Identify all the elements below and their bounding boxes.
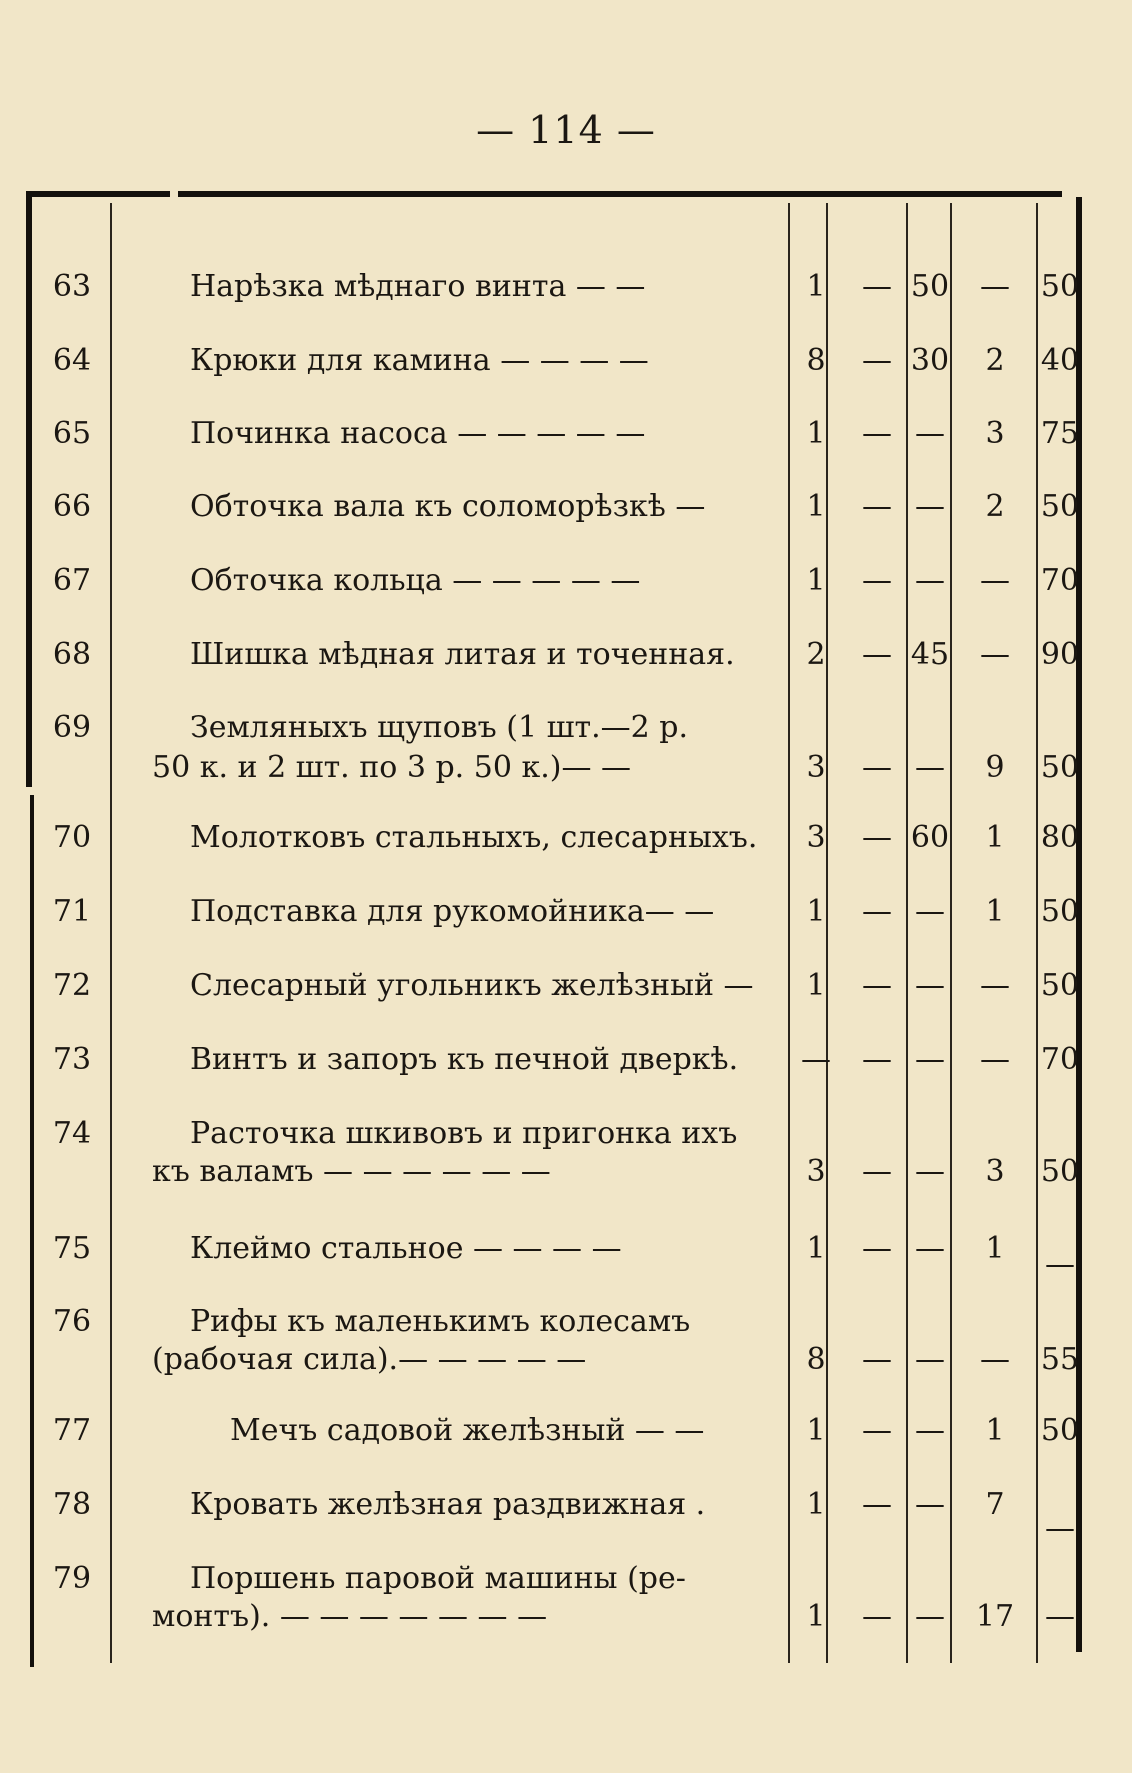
row-price-rub: — [862, 416, 892, 451]
row-description-line-1: Расточка шкивовъ и пригонка ихъ [190, 1116, 738, 1151]
row-total-rub: 1 [985, 820, 1005, 855]
row-number: 79 [52, 1561, 92, 1596]
row-description [152, 1117, 752, 1189]
row-description: Обточка вала къ соломорѣзкѣ — [190, 489, 706, 524]
row-description: Подставка для рукомойника— — [190, 894, 715, 929]
row-total-rub: — [980, 637, 1010, 672]
row-description-line-2: (рабочая сила).— — — — — [152, 1342, 587, 1377]
row-price-rub: — [862, 1487, 892, 1522]
row-description: Мечъ садовой желѣзный — — [230, 1413, 705, 1448]
row-price-rub: — [862, 820, 892, 855]
row-quantity: 1 [806, 1231, 826, 1266]
column-divider-total-kop [1036, 203, 1038, 1663]
row-price-kop: — [915, 1231, 945, 1266]
row-number: 76 [52, 1304, 92, 1339]
row-quantity: 1 [806, 1487, 826, 1522]
row-price-kop: — [915, 489, 945, 524]
left-border [26, 197, 32, 787]
row-number: 63 [52, 269, 92, 304]
row-number: 68 [52, 637, 92, 672]
row-price-rub: — [862, 894, 892, 929]
row-number: 77 [52, 1413, 92, 1448]
row-total-kop: 80 [1040, 820, 1080, 855]
row-price-rub: — [862, 750, 892, 785]
row-quantity: 3 [806, 750, 826, 785]
row-price-kop: — [915, 1413, 945, 1448]
row-price-kop: — [915, 968, 945, 1003]
row-number: 78 [52, 1487, 92, 1522]
row-total-rub: 1 [985, 894, 1005, 929]
row-price-kop: — [915, 894, 945, 929]
row-price-kop: 45 [910, 637, 950, 672]
row-total-rub: — [980, 269, 1010, 304]
row-price-kop: — [915, 750, 945, 785]
column-divider-number [110, 203, 112, 1663]
row-description [152, 1562, 752, 1634]
row-description-line-2: монтъ). — — — — — — — [152, 1599, 548, 1634]
row-price-rub: — [862, 343, 892, 378]
row-total-rub: 3 [985, 1154, 1005, 1189]
row-description-line-1: Поршень паровой машины (ре- [190, 1561, 686, 1596]
top-rule-right [178, 191, 1062, 197]
row-total-rub: — [980, 563, 1010, 598]
row-description: Шишка мѣдная литая и точенная. [190, 637, 735, 672]
row-total-kop: 50 [1040, 894, 1080, 929]
row-total-kop: — [1045, 1247, 1075, 1282]
row-price-rub: — [862, 1042, 892, 1077]
row-quantity: 8 [806, 343, 826, 378]
column-divider-total-rub [950, 203, 952, 1663]
row-description-line-1: Рифы къ маленькимъ колесамъ [190, 1304, 691, 1339]
row-quantity: 8 [806, 1342, 826, 1377]
row-price-kop: — [915, 1342, 945, 1377]
row-quantity: 1 [806, 489, 826, 524]
row-price-kop: — [915, 1042, 945, 1077]
row-description [152, 711, 752, 785]
row-number: 65 [52, 416, 92, 451]
row-price-rub: — [862, 269, 892, 304]
row-total-rub: 2 [985, 343, 1005, 378]
row-number: 73 [52, 1042, 92, 1077]
row-quantity: 1 [806, 968, 826, 1003]
row-quantity: 3 [806, 820, 826, 855]
row-total-kop: — [1045, 1511, 1075, 1546]
row-total-rub: 9 [985, 750, 1005, 785]
row-price-rub: — [862, 1413, 892, 1448]
page-number: — 114 — [476, 108, 656, 152]
top-rule-left [26, 191, 170, 197]
left-border-lower [30, 795, 34, 1667]
row-total-rub: 17 [975, 1599, 1015, 1634]
row-description: Клеймо стальное — — — — [190, 1231, 622, 1266]
row-total-kop: 70 [1040, 563, 1080, 598]
row-total-rub: — [980, 1042, 1010, 1077]
row-quantity: 3 [806, 1154, 826, 1189]
row-price-kop: 30 [910, 343, 950, 378]
row-quantity: 1 [806, 563, 826, 598]
row-total-kop: 90 [1040, 637, 1080, 672]
row-number: 72 [52, 968, 92, 1003]
row-description-line-1: Земляныхъ щуповъ (1 шт.—2 р. [190, 710, 689, 745]
row-description: Кровать желѣзная раздвижная . [190, 1487, 706, 1522]
row-quantity: 1 [806, 1599, 826, 1634]
row-total-rub: — [980, 1342, 1010, 1377]
row-total-kop: 50 [1040, 489, 1080, 524]
row-price-rub: — [862, 1599, 892, 1634]
row-description: Слесарный угольникъ желѣзный — [190, 968, 754, 1003]
row-price-kop: 50 [910, 269, 950, 304]
row-total-kop: 70 [1040, 1042, 1080, 1077]
row-description: Обточка кольца — — — — — [190, 563, 641, 598]
row-total-kop: 75 [1040, 416, 1080, 451]
row-total-rub: 1 [985, 1231, 1005, 1266]
row-price-rub: — [862, 489, 892, 524]
row-number: 74 [52, 1116, 92, 1151]
row-price-kop: — [915, 563, 945, 598]
row-quantity: 1 [806, 894, 826, 929]
row-description: Починка насоса — — — — — [190, 416, 646, 451]
row-description-line-2: къ валамъ — — — — — — [152, 1154, 551, 1189]
row-price-rub: — [862, 1342, 892, 1377]
row-description: Нарѣзка мѣднаго винта — — [190, 269, 646, 304]
row-number: 71 [52, 894, 92, 929]
row-quantity: 1 [806, 269, 826, 304]
row-total-kop: 55 [1040, 1342, 1080, 1377]
row-total-kop: 40 [1040, 343, 1080, 378]
row-total-rub: 3 [985, 416, 1005, 451]
row-number: 67 [52, 563, 92, 598]
row-description-line-2: 50 к. и 2 шт. по 3 р. 50 к.)— — [152, 750, 631, 785]
row-price-kop: — [915, 416, 945, 451]
row-price-kop: — [915, 1154, 945, 1189]
row-number: 64 [52, 343, 92, 378]
row-description: Крюки для камина — — — — [190, 343, 649, 378]
row-total-kop: 50 [1040, 1154, 1080, 1189]
row-price-rub: — [862, 1154, 892, 1189]
row-total-rub: 1 [985, 1413, 1005, 1448]
row-quantity: — [801, 1042, 831, 1077]
row-total-rub: 2 [985, 489, 1005, 524]
row-quantity: 2 [806, 637, 826, 672]
row-quantity: 1 [806, 1413, 826, 1448]
row-total-kop: 50 [1040, 750, 1080, 785]
row-number: 70 [52, 820, 92, 855]
row-price-rub: — [862, 563, 892, 598]
row-total-kop: 50 [1040, 968, 1080, 1003]
row-number: 75 [52, 1231, 92, 1266]
row-price-kop: — [915, 1487, 945, 1522]
row-total-rub: — [980, 968, 1010, 1003]
row-quantity: 1 [806, 416, 826, 451]
row-number: 69 [52, 710, 92, 745]
row-total-kop: 50 [1040, 1413, 1080, 1448]
row-price-rub: — [862, 1231, 892, 1266]
row-description: Молотковъ стальныхъ, слесарныхъ. [190, 820, 758, 855]
row-total-rub: 7 [985, 1487, 1005, 1522]
row-total-kop: — [1045, 1599, 1075, 1634]
row-description [152, 1305, 752, 1377]
row-price-kop: 60 [910, 820, 950, 855]
row-number: 66 [52, 489, 92, 524]
row-description: Винтъ и запоръ къ печной дверкѣ. [190, 1042, 739, 1077]
row-price-rub: — [862, 637, 892, 672]
row-total-kop: 50 [1040, 269, 1080, 304]
row-price-kop: — [915, 1599, 945, 1634]
row-price-rub: — [862, 968, 892, 1003]
